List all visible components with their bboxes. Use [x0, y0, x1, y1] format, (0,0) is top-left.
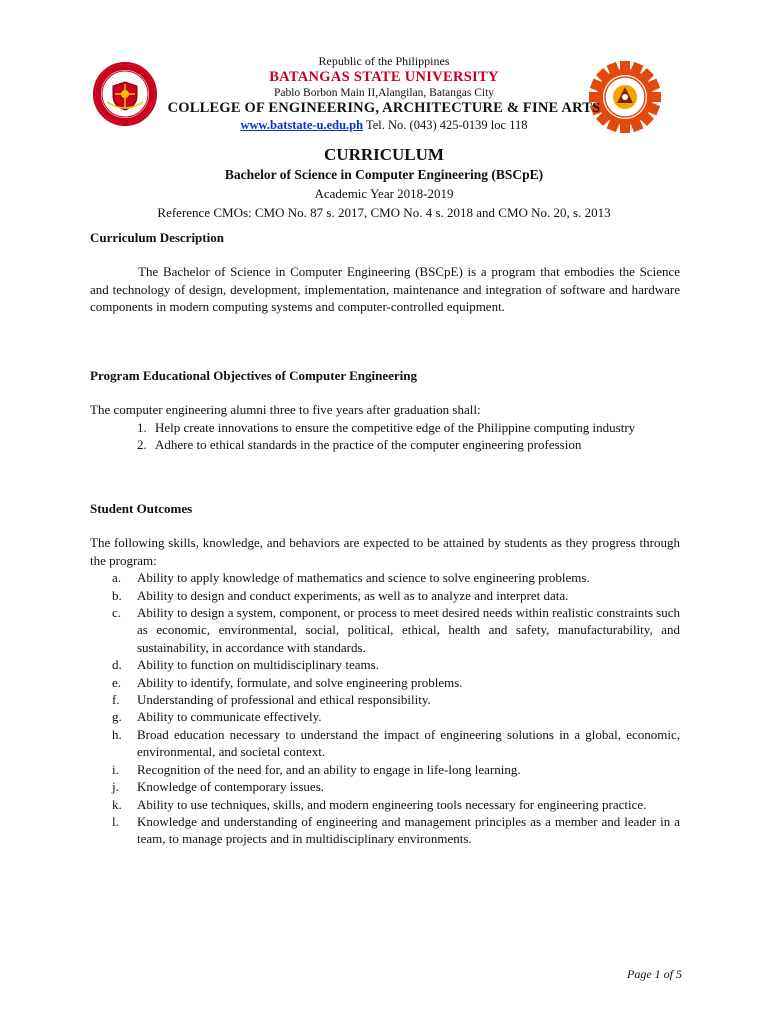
letterhead: [0, 54, 768, 133]
list-letter: k.: [112, 796, 122, 812]
list-number: 1.: [137, 419, 147, 435]
list-letter: a.: [112, 570, 122, 586]
list-item: [90, 778, 680, 795]
list-letter: j.: [112, 779, 119, 795]
list-item-text: Ability to design and conduct experiments, as well as to analyze and interpret data.: [137, 587, 569, 603]
list-item: [90, 587, 680, 604]
objectives-intro: The computer engineering alumni three to five years after graduation shall:: [90, 402, 481, 418]
list-item-text: Understanding of professional and ethical responsibility.: [137, 692, 431, 708]
college-name: COLLEGE OF ENGINEERING, ARCHITECTURE & FINE ARTS: [167, 100, 601, 117]
list-item-text: Ability to communicate effectively.: [137, 709, 322, 725]
list-item: [90, 436, 680, 453]
list-letter: i.: [112, 761, 119, 777]
objectives-list: [90, 419, 680, 454]
student-outcomes-section: [90, 500, 680, 848]
list-item: [90, 569, 680, 586]
page-number: Page 1 of 5: [627, 967, 682, 981]
list-item-text: Recognition of the need for, and an ability to engage in life-long learning.: [137, 761, 521, 777]
telephone-text: Tel. No. (043) 425-0139 loc 118: [366, 118, 528, 133]
list-item: [90, 796, 680, 813]
list-letter: l.: [112, 813, 119, 829]
list-item-text: Knowledge of contemporary issues.: [137, 779, 325, 795]
objectives-section: [90, 367, 680, 454]
list-letter: e.: [112, 674, 122, 690]
document-title: CURRICULUM: [324, 145, 444, 164]
list-item: [90, 691, 680, 708]
title-block: [0, 144, 768, 223]
section-heading: Curriculum Description: [90, 230, 224, 245]
contact-line: [0, 118, 768, 133]
list-item: [90, 419, 680, 436]
outcomes-list: [90, 569, 680, 848]
list-item-text: Ability to use techniques, skills, and modern engineering tools necessary for engineering practice.: [137, 796, 647, 812]
section-heading: Program Educational Objectives of Computer Engineering: [90, 368, 418, 383]
list-letter: c.: [112, 605, 122, 621]
outcomes-intro: The following skills, knowledge, and behaviors are expected to be attained by students as they progress through the program:: [90, 535, 680, 568]
list-item: [90, 674, 680, 691]
reference-cmos: Reference CMOs: CMO No. 87 s. 2017, CMO No. 4 s. 2018 and CMO No. 20, s. 2013: [157, 204, 611, 220]
website-link[interactable]: www.batstate-u.edu.ph: [240, 118, 364, 133]
list-item-text: Ability to apply knowledge of mathematics and science to solve engineering problems.: [137, 570, 590, 586]
republic-line: Republic of the Philippines: [318, 54, 450, 68]
list-item-text: Adhere to ethical standards in the practice of the computer engineering profession: [155, 437, 582, 453]
list-letter: b.: [112, 587, 122, 603]
list-letter: d.: [112, 657, 122, 673]
list-letter: g.: [112, 709, 122, 725]
list-item: [90, 761, 680, 778]
list-item: [90, 604, 680, 656]
description-paragraph: The Bachelor of Science in Computer Engineering (BSCpE) is a program that embodies the Science and technology of design, development, implementation, maintenance and integration of software and hardware components in modern computing systems and computer-controlled equipment.: [90, 264, 680, 315]
list-item: [90, 656, 680, 673]
list-item-text: Ability to design a system, component, or process to meet desired needs within realistic constraints such as economic, environmental, social, political, ethical, health and safety, manufacturability, and sustainability, in accordance with standards.: [137, 605, 680, 655]
list-item-text: Ability to function on multidisciplinary teams.: [137, 657, 379, 673]
curriculum-description-section: [90, 229, 680, 316]
program-title: Bachelor of Science in Computer Engineering (BSCpE): [224, 167, 544, 183]
list-item: [90, 813, 680, 848]
list-number: 2.: [137, 437, 147, 453]
list-item-text: Broad education necessary to understand the impact of engineering solutions in a global, economic, environmental, and societal context.: [137, 726, 680, 760]
list-letter: f.: [112, 692, 120, 708]
list-letter: h.: [112, 726, 122, 742]
university-address: Pablo Borbon Main II,Alangilan, Batangas City: [273, 87, 495, 100]
university-name: BATANGAS STATE UNIVERSITY: [269, 68, 499, 85]
list-item-text: Knowledge and understanding of engineering and management principles as a member and leader in a team, to manage projects and in multidisciplinary environments.: [137, 813, 680, 847]
list-item-text: Ability to identify, formulate, and solve engineering problems.: [137, 674, 463, 690]
list-item-text: Help create innovations to ensure the competitive edge of the Philippine computing industry: [155, 419, 636, 435]
section-heading: Student Outcomes: [90, 501, 193, 516]
list-item: [90, 726, 680, 761]
list-item: [90, 708, 680, 725]
academic-year: Academic Year 2018-2019: [314, 185, 454, 201]
